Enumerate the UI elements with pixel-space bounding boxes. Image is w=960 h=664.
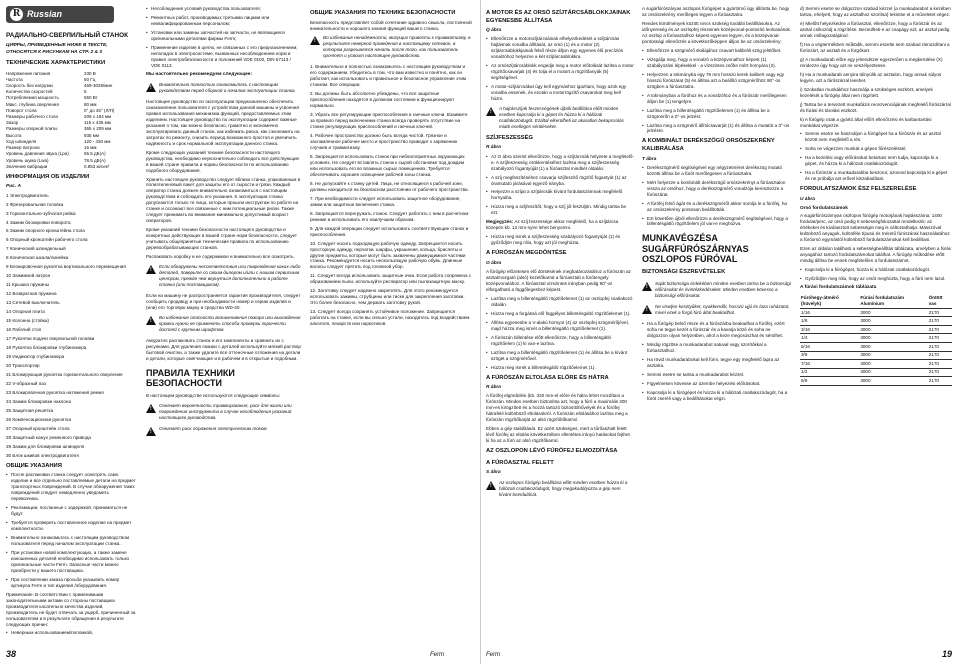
safety-rule: 2. Вы должны быть абсолютно убеждены, что все защитные приспособления находятся в должном состоянии и функционируют нормально. — [310, 91, 455, 109]
safety-symbol-text: Означает риск поражения электрическим током. — [159, 426, 268, 432]
footer-brand-right: Ferm — [486, 652, 500, 659]
table-cell: 1/2 — [800, 368, 859, 377]
table-row — [800, 377, 952, 386]
table-cell: 3000 — [859, 368, 927, 377]
part-item: 16 Рабочий стол — [6, 327, 42, 333]
calib-item: • Helyezzen a tokmányba egy 76 mm hosszú kerek kalibert vagy egy hosszú fúrószárat (5) és állítsa azt a beállító szögmérőhöz 90°-os szögben a fúróasztalra. — [642, 72, 792, 90]
part-item: 9 Блокировочная рукоятка вертикального перемещения — [6, 264, 126, 270]
paragraph-2: Если на машину не распространяется гарантия производителя, следует сообщить продавцу и при необходимости номер и серию изделия и (или) его торговую марку и средства WD-40. — [146, 292, 301, 310]
right-column-3 — [800, 6, 952, 642]
safety-remarks-list — [642, 321, 792, 402]
head-move-note — [486, 480, 634, 498]
belt-fig: R ábra — [486, 145, 501, 151]
shift-text-2: Ebben a gép stabilitását. Ez azért szükséges, mert a tűrőasztalt felett lévő fúrófej az eltolás következtében ellentétes irányú hatásokat fejthet ki ha az a fúró az alsó rögzítőkarral. — [486, 426, 630, 444]
rule-bullet: • Ha a fúrószár a munkadarabba beszorul, azonnal kapcsolja ki a gépet és ne próbálja azt erővel kiszabadítani. — [800, 170, 952, 182]
parts-list — [6, 193, 136, 459]
spec-label: Потребляемая мощность — [6, 95, 59, 101]
belt-list — [486, 154, 634, 217]
belt-item: • Húzza meg ismét a szíjfeszesség szabályozó fogantyúját (1) és győződjön meg róla, hogy azt jól meghúzta. — [486, 234, 634, 246]
table-cell: 3000 — [859, 325, 927, 334]
calib-intro-2: Rendes körülmények között nincs szükség további beállításokra. Az időnyereség és az oszlopfej részeinek középvonal-pontosító leolvasások. Az oszlop a fúróasztalhoz képest egyenes legyen, és a középvonal-pontossági ellenőrzés a következőképpen álljon be az orsószekrény: — [642, 20, 792, 44]
general-item: • При составлении заказа просьба указывать номер артикула Ferm и тип изделия /оборудования. — [6, 577, 136, 589]
specs-table — [6, 70, 136, 170]
spec-label: Зазор — [6, 120, 19, 126]
part-item: 30 Блок шкивов электродвигателя — [6, 452, 79, 458]
paragraphs — [146, 99, 301, 260]
part-item: 3 Горизонтально-зубчатая рейка — [6, 210, 76, 216]
part-item: 20 Транспортир — [6, 363, 40, 368]
left-column-2 — [146, 6, 301, 642]
rule-bullet: • Soha ne végezzen munkát a gépen fűrészeléssel. — [800, 146, 952, 152]
belt-note — [486, 219, 634, 231]
rule-item: i) Szokatlan munkákhoz használja a szükséges eszközt, amelyek kezelését a fúrógép által nem rögzített. — [800, 86, 933, 98]
page-number-left: 38 — [6, 649, 17, 660]
safety-remarks-heading: BIZTONSÁGI ÉSZREVÉTELEK — [642, 269, 726, 276]
safety-rule: 10. Следует носить подходящую рабочую одежду. Запрещается носить просторную одежду, перчатки, шарфы, украшения, кольца, браслеты и другие предметы, которые могут быть захвачены движущимися частями станка. Рекомендуется носить нескользящую рабочую обувь. Длинные волосы следует прятать под головной убор. — [310, 240, 466, 270]
safety-remark: • Ha rövid munkadarabokat kell fúrni, tegye egy megfelelő lapra az asztalra. — [642, 357, 792, 369]
table-cell: 3000 — [859, 360, 927, 369]
table-header: Fúróhegy-átmérő (hüvelyk) — [800, 294, 859, 308]
safety-remark: • Figyelmesen kövesse az üzembe helyezési előírásokat. — [642, 381, 792, 387]
part-item: 15 Колонна (стойка) — [6, 318, 49, 324]
page-number-right: 19 — [941, 649, 952, 660]
footer-brand-left: Ferm — [430, 652, 444, 659]
belt-note-label: Megjegyzés: — [486, 219, 514, 225]
speed-item: • Kapcsolja ki a fúrógépet, húzza ki a hálózati csatlakozódugót. — [800, 267, 952, 273]
right-column-1 — [486, 6, 634, 642]
table-cell: 3000 — [859, 342, 927, 351]
spec-value: 550 Вт — [84, 95, 98, 101]
rules-list — [800, 6, 952, 128]
safety-rule: 4. Рабочее пространство должно быть всегда чистой. Грязное и захламленное рабочее место и пространство приводит к заряжению случаев и травматизму. — [310, 133, 458, 150]
safety-heading: ПРАВИЛА ТЕХНИКИ БЕЗОПАСНОСТИ — [146, 367, 235, 389]
part-item: 7 Конический шпиндельный — [6, 246, 66, 252]
square-item: • A fúrófej felső ágát és a derékszögmérőt akkor sorolja le a fúrófej, ha az orsószekrény pontosan beállították. — [642, 201, 792, 213]
note-3-text: Во избежание опасности возникновения пожара или выхождения кромки нужно не применять способа проверки горючести дисплей с крупным шрифтом. — [159, 314, 301, 332]
part-item: 18 Рукоятка блокировки глубиномера — [6, 345, 87, 351]
table-cell: 3000 — [859, 334, 927, 343]
table-cell: 3000 — [859, 308, 927, 317]
safety-remarks-note — [642, 281, 792, 299]
specs-heading: ТЕХНИЧЕСКИЕ ХАРАКТЕРИСТИКИ — [6, 59, 106, 66]
square-item: • Ezt követően újból ellenőrizze a derékszögmérő segítségével, hogy a billentésgátló rögzítőelem jól van-e meghúzva. — [642, 216, 792, 228]
table-row — [800, 308, 952, 317]
safety-remarks-note-2 — [642, 304, 792, 316]
spec-value: 209 x 184 мм — [84, 114, 112, 120]
safety-remarks-note-text: Saját biztonsága érdekében minden esetben tartsa be a biztonsági előírásokat és óvintézkedéseket. Minden esetben kövesse a biztonsági előírásokat. — [655, 281, 791, 298]
table-cell: 3/16 — [800, 325, 859, 334]
rule-bullet: • Semmi esetre se használjon a fúrógépet ha a fúrószár és az asztal között nem megfelelő a rés. — [800, 131, 952, 143]
spec-label: Частота — [6, 76, 23, 82]
shift-text: A fúrófej elgördülési (kb. 320 mm-el előre és hátra lehet mozdítani a fúrószán. Minden esetben biztosítsa azt, hogy a fúró a maximális 300 mm-es kirögzített és a hozzá tartozó biztosítóhűvelyét és a fúrófej hátrafelé különböző eltolásokról. A fúrószán eltolásához lazítsa meg a fúrószán rögzítőkarját az alsó rögzítőtőkarral. — [486, 393, 628, 423]
tilt-item: • A fúrószán billentése előtt ellenőrizze, hogy a billentésgátló rögzítőelem (1) ki van-e lazítva. — [486, 335, 634, 347]
safety-intro: В настоящем руководстве используются следующие символы: — [146, 393, 280, 399]
warning-icon — [486, 107, 496, 116]
safety-rule: 3. Убрать все регулирующие приспособления и гаечные ключи. Взаимите за правило перед включением станка всегда проверять отсутствие на станке регулирующих приспособлений и гаечных ключей. — [310, 112, 468, 130]
calib-item: • Lazítsa meg a billentésgátló rögzítőelemet (1) és állítsa be a szögmérőn a 0°-os jelzést. — [642, 108, 792, 120]
rules-bullets — [800, 131, 952, 182]
warning-icon — [146, 265, 156, 274]
spec-label: Размер патрона — [6, 145, 40, 151]
table-cell: 1/16 — [800, 308, 859, 317]
part-item: 2 Фрезеровальная головка — [6, 201, 64, 207]
speed-table — [800, 294, 952, 386]
warning-icon — [146, 83, 156, 92]
right-page — [480, 0, 960, 664]
spec-value: 469-3028/мин — [84, 82, 113, 88]
table-row — [800, 351, 952, 360]
spec-value: 115 x 435 мм — [84, 120, 111, 126]
tilt-fig: O ábra — [486, 260, 502, 266]
spec-value: 365 x 209 мм — [84, 126, 112, 132]
table-row — [800, 325, 952, 334]
electric-hazard-icon — [146, 427, 156, 436]
part-item: 21 Блокирующая рукоятка горизонтального сверления — [6, 371, 123, 377]
info-heading: ИНФОРМАЦИЯ ОБ ИЗДЕЛИИ — [6, 173, 90, 180]
spec-value: 230 В — [84, 70, 96, 76]
safety-rule: 5. Запрещается использовать станок при неблагоприятных окружающих условиях. Не следует вставлять станок к сырой обстановке под дождем или использовать его во влажных сырых помещениях. Требуется обеспечивать хорошее освещение рабочей зоны станка. — [310, 153, 465, 177]
warning-icon — [310, 36, 320, 45]
table-row — [800, 368, 952, 377]
table-cell: 3000 — [859, 317, 927, 326]
calib-item: • A tokmányban a fúróhoz és a vonalzóhoz és a fúrószár merőlegesen álljon be (1) tengelyre. — [642, 93, 792, 105]
part-item: 4 Зажим блокировки поворота — [6, 219, 71, 225]
tilt-item: • Lazítsa meg a billentésgátló rögzítőelemet (1) az oszlopfej csatlakozó oldalán. — [486, 296, 634, 308]
spec-value: 120 - 430 мм — [84, 138, 111, 144]
spec-label: Высота — [6, 132, 22, 138]
note-item: • Неверным использованием/поломкой, — [6, 630, 136, 636]
fig-label: Рис. A — [6, 184, 21, 190]
belt-item: • A szíj megfeszítéséhez csavarja szíjfeszítő rögzítő fogantyút (1) az óramutató járásával egyező irányba. — [486, 175, 634, 187]
safety-rule: 6. Не допускайте к станку детей. Лица, не относящиеся к рабочей зоне, должны находиться на безопасном расстоянии от рабочего пространства. — [310, 180, 469, 192]
spec-label: Значение вибрации — [6, 163, 48, 169]
safety-remark: • Kapcsolja ki a fúrógépet és húzza ki a hálózati csatlakozódugót, ha a fúrót cseréli vagy a beállításokat végzi. — [642, 390, 792, 402]
motor-item: • A motor-szíjtárcsákat úgy kell egymáshoz igazítani, hogy azok egy vonalba essenek, és ezután a motorrögzítő csavarokat meg kell húzni. — [486, 84, 634, 102]
spec-value: 65.5 дБ(A) — [84, 151, 106, 157]
rule-item: h) Ha a munkadarab annyira túlnyúlik az asztalon, hogy annak súlyos legyen, azt a fúrószárral leeshet. — [800, 71, 942, 83]
speed-fig: U ábra — [800, 196, 815, 202]
right-column-2 — [642, 6, 792, 642]
tilt-item: • Lazítsa meg a billentésgátló rögzítőelemet (1) és állítsa be a kívánt szöget a szögmérővel. — [486, 350, 634, 362]
table-cell: 3/8 — [800, 351, 859, 360]
part-item: 26 Компенсационная рукоятка — [6, 416, 72, 422]
shift-heading: A FÚRÓSZÁN ELTOLÁSA ELŐRE ÉS HÁTRA — [486, 374, 609, 381]
rule-bullet: • Ha a kezelési vagy előírásokat betartani nem tudja, kapcsolja ki a gépet, és húzza ki a hálózati csatlakozódugót. — [800, 155, 952, 167]
paragraph: Распаковать коробку и ее содержимое и внимательно все осмотреть. — [146, 254, 295, 260]
belt-list-2 — [486, 234, 634, 246]
part-item: 10 Зажимной патрон — [6, 273, 51, 279]
square-item: • Derékszögmérő segítségével egy négyzetméret derékszög mutató közötti állítsa be a fúrót merőlegesen a fúróasztalra. — [642, 165, 792, 177]
calib-intro: A sugárfúrószáryas oszlopos fúrógépet a gyártómű úgy állította be, hogy az orsószekrény merőleges legyen a fúróasztalra. — [642, 6, 790, 17]
square-fig: T ábra — [642, 156, 657, 162]
symbols-heading: Мы настоятельно рекомендуем следующее: — [146, 71, 253, 77]
spec-value: 50 Гц — [84, 76, 96, 82]
motor-note-text: A hajtásszíjak feszességének újbóli beállítása előtt minden esetben kapcsolja ki a gépet és húzza ki a hálózati csatlakozódugót. Ezáltal elkerülheti az akaratlan bekapcsolás miatti esetleges sérüléseket. — [499, 105, 624, 129]
work-heading: MUNKAVÉGZÉSA SUGÁRFÚRÓSZÁRNYAS OSZLOPOS FÚRÓVAL — [642, 233, 749, 265]
safety-remark: • Semmi esetre se tartsa a munkadarabot kézzel. — [642, 372, 792, 378]
speed-sub: Orsó fordulatszámok — [800, 206, 848, 212]
part-item: 14 Опорная плита — [6, 309, 45, 315]
left-column-1 — [6, 28, 136, 642]
table-cell: 3000 — [859, 351, 927, 360]
tilt-item: • Állítsa egyenesbe a V-alakú hornyot (4) az oszlopfej szögmérőjével, majd húzza meg ismét a billentésgátló rögzítőelemet (1). — [486, 320, 634, 332]
motor-fig: Q ábra — [486, 28, 502, 34]
table-cell: 2170 — [928, 368, 952, 377]
table-cell: 2170 — [928, 308, 952, 317]
spec-label: Поворот стола — [6, 107, 37, 113]
safety-rule: 8. Запрещается перегружать станок. Следует работать с ним в расчетном режиме и использовать его наилучшим образом. — [310, 210, 469, 222]
safety-symbol-text: Означает вероятность травмирования, риск для жизни или повреждения инструмента в случае несоблюдения указаний настоящего руководства. — [159, 403, 292, 421]
speed-text-2: Ezen az oldalon található a sebességbeállítás táblázata, amelyben a fúrás anyagához tartozó fordulatszámokat találhat. A fúrógép működése előtt mindig állítsa be ennek megfelelően a fordulatszámot. — [800, 246, 951, 264]
head-move-fig: S ábra — [486, 470, 501, 476]
safety-remark: • Mindig rögzítse a munkadarabot satuval vagy szorítókkal a fúróasztalhoz. — [642, 342, 792, 354]
left-column-3 — [310, 6, 472, 642]
square-list — [642, 165, 792, 228]
safety-notes — [146, 403, 301, 436]
spec-value: 78.5 дБ(A) — [84, 157, 106, 163]
general-safety-intro: Безопасность представляет собой сочетание здравого смысла, постоянной внимательности и хорошего знания функций вашего станка. — [310, 19, 472, 31]
part-item: 1 Электродвигатель — [6, 192, 49, 198]
table-cell: 2170 — [928, 342, 952, 351]
spec-label: Уровень шума (Lwa) — [6, 157, 49, 163]
spec-label: Напряжение питания — [6, 70, 51, 76]
tilt-list — [486, 296, 634, 371]
paragraph: Хранить настоящее руководство следует вблизи станка, упакованным в полиэтиленовый пакет для защиты его от сырости и грязи. Каждый оператор станка должен внимательно ознакомиться с настоящим руководством и соблюдать его указания. К эксплуатации станка допускаются только те лица, которые прошли инструктаж по работе на станке и осознают все связанные с ним потенциальные риски. Также следует принимать во внимание минимально допустимый возраст операторов. — [146, 176, 301, 224]
note-3 — [146, 315, 301, 333]
safety-rule: 11. Следует всегда использовать защитные очки. Если работа сопряжена с образованием пыли, используйте респиратор или пылезащитную маску. — [310, 273, 472, 285]
spec-value: 0.853 м/сек² — [84, 163, 110, 169]
paragraph: Настоящее руководство по эксплуатации предназначено обеспечить ознакомление пользователя с устройством данной машины и усвоения правил использования механизма функций, предоставляемых этим изделием. Настоящее руководство по эксплуатации содержит важные указания о том, как можно безопасно, грамотно и экономично эксплуатировать данный станок, как избежать риска, как сэкономить на затратах по ремонту, снизить период возможного простоя и увеличить надёжность и срок нормальной эксплуатации данного станка. — [146, 98, 300, 146]
tilt-text: A fúrógép előzetesen elő döntésének meghatározásához a fúrószán az asztalmozgató (alsó) kezelőkarral a fúróasztalt a fúrótengely középvonalához. A fúróasztal vízszintes irányban pedig 90°-al elforgatható a függőlegeshez képest. — [486, 268, 631, 292]
table-header: Öntött vas — [928, 294, 952, 308]
safety-remark: • Ha a fúrógép belső része és a fúrószárba beakadhat a fúrófej, ezért soha ne tegye kezét a fúrószár és a kavarja közé és soha ne dolgozzon olyan helyzetben, ahol a keze megcsúszhat és sérülhet. — [642, 321, 792, 339]
table-row — [800, 334, 952, 343]
spec-value: 80 мм — [84, 101, 97, 107]
tilt-heading: A FÚRÓSZÁN MEGDÖNTÉSE — [486, 250, 567, 257]
motor-item: • Az orsószíjtárcsáblokk engedje meg a motor előtolását lazítsa a motor rögzítőcsavarjait (4) és tolja el a motort a rögzítőanyák (5) segítségével. — [486, 63, 634, 81]
table-cell: 1/8 — [800, 317, 859, 326]
general-item: • Внимательно ознакомьтесь с настоящим руководством пользователя перед началом эксплуатации станка. — [6, 535, 136, 547]
general-item: • После распаковки станка следует осмотреть само изделие и все отдельно поставляемые детали на предмет транспортных повреждений. В случае обнаружения таких повреждений следует немедленно уведомить перевозчика. — [6, 472, 136, 502]
rule-item: d) Semmi esetre se dolgozzon szabad kézzel (a munkadarabot a kezében tartva, ehelyett, hogy az asztalhoz szorítsa) tekintse el a műveletet végez. — [800, 6, 951, 17]
spec-label: Размеры рабочего стола — [6, 114, 58, 120]
logo-text: Russian — [27, 8, 63, 19]
general-item: • При установке новой комплектующих, а также замене изношенных деталей необходимо использовать только оригинальные части Ferm. Запасные части можно приобрести у вашего поставщика. — [6, 550, 136, 574]
speed-table-title: A fúrási fordulatszámok táblázata — [800, 284, 877, 290]
part-item: 29 Зажим для блокировки шпинделя — [6, 443, 85, 449]
part-item: 17 Рукоятки подачи сверлильной головки — [6, 336, 95, 342]
symbols-note-text: Внимательно полностью ознакомьтесь с настоящим руководством перед сборкой и началом эксплуатации станка. — [159, 81, 296, 93]
part-item: 5 Зажим опорного кронштейна стола — [6, 228, 85, 234]
head-move-sub: A FÚRÓASZTAL FELETT — [486, 459, 554, 466]
motor-note — [486, 106, 634, 130]
part-item: 11 Крышка пружины — [6, 282, 50, 288]
safety-rule: 7. При необходимости следует использовать защитное оборудование, замки или защитные включения станка. — [310, 195, 461, 207]
warning-icon — [642, 282, 652, 291]
speed-item: • Győződjön meg róla, hogy az orsót meghúzta, hogy a fúró nem lazul. — [800, 276, 952, 282]
table-cell: 7/16 — [800, 360, 859, 369]
calib-item: • Vizsgálja meg, hogy a vonalzó a középvonalhoz képest (1) szabályozási lépésekkel - a vízszintes csőhe mért hornyára (2). — [642, 57, 792, 69]
spec-row — [6, 164, 136, 170]
part-item: 28 Защитный кожух ременного привода — [6, 434, 91, 440]
motor-heading: A MOTOR ÉS AZ ORSÓ SZÍJTÁRCSÁBLOKKJAINAK EGYENESBE ÁLLÍTÁSA — [486, 10, 631, 24]
speed-heading: FORDULATSZÁMOK ÉSZ FELSZERELÉSE — [800, 186, 917, 193]
part-item: 6 Опорный кронштейн рабочего стола — [6, 237, 88, 243]
table-cell: 1/4 — [800, 334, 859, 343]
part-item: 25 Защитная решётка — [6, 407, 54, 413]
intro-item: • Установки или замены запчастей на запчасти, не являющиеся оригинальными деталями фирмы Ferm; — [146, 30, 301, 42]
safety-rules-list — [310, 64, 472, 327]
spec-label: Размеры опорной плиты — [6, 126, 58, 132]
table-cell: 5/16 — [800, 342, 859, 351]
belt-item: • Húzza meg a szíjfeszítőt, hogy a szíj jól feszüljön. Mindig tartsa be ezt. — [486, 204, 634, 216]
safety-symbol-note — [146, 403, 301, 421]
rule-item: k) A fúrógép csak a gyártó által előírt ellenőrzési és karbantartási munkákat végezze. — [800, 116, 932, 128]
table-cell: 2170 — [928, 325, 952, 334]
general-safety-heading: ОБЩИЕ УКАЗАНИЯ ПО ТЕХНИКЕ БЕЗОПАСНОСТИ — [310, 10, 456, 16]
general-safety-note-text: Во избежание ненадёжности, могущих привести к травматизму, в результате неверной проведения в настоящему сетевое, в котором разрешается начать после того, как пользователь прочтет и усвоит настоящее руководство. — [323, 35, 471, 59]
part-item: 23 Блокировочная рукоятка натяжения ремня — [6, 389, 104, 395]
warning-icon — [486, 481, 496, 490]
general-item: • Рекламации, посланные с задержкой, приниматься не будут. — [6, 505, 136, 517]
spec-value: 0° до 45° (Л/П) — [84, 107, 115, 113]
paragraph: Кроме следующих указаний технике безопасности настоящего руководства, необходимо неукоснительно соблюдать все действующие в вашей стране правила и нормы безопасности по использованию подобного оборудования. — [146, 149, 300, 173]
safety-rule: 13. Следует всегда сохранять устойчивое положение. Запрещается работать на станке, если вы сильно устали, находитесь под воздействием алкоголя, лекарств или наркотиков. — [310, 309, 470, 327]
table-row — [800, 317, 952, 326]
table-cell: 3000 — [859, 377, 927, 386]
spec-label: Макс. глубина сверления — [6, 101, 59, 107]
spec-label: Скорость без нагрузки — [6, 82, 53, 88]
shift-fig: R ábra — [486, 385, 501, 391]
square-heading: A KOMBINÁLT DERÉKSZÖGŰ ORSÓSZEKRÉNY KALIBRÁLÁSA — [642, 138, 775, 152]
spec-value: 16 мм — [84, 145, 97, 151]
rule-item: g) A munkadarab előre egy jelrendszer egyszerűen a megkerülése (X) rendezze úgy hogy azt ne veszélyeztesse. — [800, 56, 943, 68]
belt-item: • Helyezze a szíjat a szíjtárcsák kívánt fordulatszámnak megfelelő hornyaiba. — [486, 189, 634, 201]
table-cell: 2170 — [928, 377, 952, 386]
table-cell: 2170 — [928, 334, 952, 343]
table-row — [800, 360, 952, 369]
table-header: Fúrási fordulatszám Alumínium — [859, 294, 927, 308]
page-subtitle: ЦИФРЫ, ПРИВЕДЕННЫЕ НИЖЕ В ТЕКСТЕ, ОТНОСЯТСЯ К РИСУНКАМ НА СТР. 2 & 3 — [6, 43, 108, 55]
note-text: Примечание: В соответствии с применимыми законодательными актами со стороны поставщика производителя касательно качества изделий, производитель не будет отвечать за ущерб, причиненный за пользователем и в результате обращения в результате следующих причин: — [6, 591, 136, 627]
belt-item: • Az O ábra szerint ellenőrizze, hogy a szíjtárcsák helyzete a megfelelő-e. A szíjfeszesség csökkentéséhez lazítsa meg a szíjfeszesség szabályozó fogantyúját (1) a fúróasztal mindkét oldalán. — [486, 154, 634, 172]
spec-label: Ход шпинделя — [6, 138, 37, 144]
page-title: РАДИАЛЬНО-СВЕРЛИЛЬНЫЙ СТАНОК — [6, 32, 128, 39]
spec-label: Количество скоростей — [6, 89, 53, 95]
safety-rule: 1. Внимательно и полностью ознакомьтесь с настоящим руководством и его содержанием. Убедитесь в том, что вам известно и понятно, как он работает, как использовать и правильное и безопасное управление этим станком. Все операции. — [310, 64, 467, 88]
spec-label: Уровень давления звука (Lpa) — [6, 151, 69, 157]
rule-item: j) Tartsa be a tervezett munkafázis recezvenciájának megfelelő fúrószárral és fúrási és tárolási eszközt. — [800, 101, 951, 113]
intro-list — [146, 6, 301, 69]
intro-item: • Несоблюдения условий руководства пользователя; — [146, 6, 301, 12]
part-item: 27 Опорный кронштейн стола — [6, 425, 70, 431]
safety-remarks-note-2-text: Ne viseljen kesztyűket, nyakkendőt, hosszú ujjú és laza ruházatot, mivel ezek a forgó fúró által beakadhat. — [655, 303, 790, 315]
calib-item: • Lazítsa meg a szögmérő állítócsavarját (1) és állítsa a mutatót a 0°-os jelzésre. — [642, 123, 792, 135]
note-2-text: Если обнаружены несоответствия или повреждения каких-либо деталей, поверьте со своим дилером и/или с нашим сервисным центром, прежде чем вернуться дополнительно в работе станка (или поставщиком). — [159, 264, 301, 288]
part-item: 12 Возвратная пружина — [6, 291, 57, 297]
rule-item: e) Mielőtt helyezkedne a fúróasztal, ellenőrizze, hogy a fúrószár és az asztal csíkozódj a rögzítése. Becsülheti-e az csapágy azt, az asztal pedig annak csillagozatájánul. — [800, 20, 950, 38]
safety-symbol-note — [146, 426, 301, 436]
intro-item: • Ремонтных работ, производимых третьими лицами или неквалифицированным персоналом; — [146, 15, 301, 27]
speed-text: A sugárfúrószárnyas oszlopos fúrógép motorjának hajtásszáma: 1400 fordulat/perc, az orsó pedig 5 sebességfokozattal rendelkezik: az értékeket és kiválasztott sebességet meg is változtathatja. Másszóval különböző anyagok, különféle típusú és méretű fúrószárak használatához a fúróorsó egymástól különböző fordulatszámokat kell beállítani. — [800, 213, 950, 243]
head-move-heading: AZ OSZLOPON LÉVŐ FÚRÓFEJ ELMOZDÍTÁSA — [486, 448, 618, 455]
spec-value: 5 — [84, 89, 87, 95]
general-safety-note — [310, 35, 472, 59]
safety-rule: 9. Для каждой операции следует использовать соответствующие станок и приспособления. — [310, 225, 469, 237]
intro-item: • Применение изделия в целях, не связанных с его предназначением; неполадок в электросистеме, вызванных несоблюдением норм и правил электробезопасности и положений VDE 0100, DIN 57113 / VDE 0113. — [146, 45, 301, 69]
rule-item: f) Ha a végtermékben működik, semmi eszelte sem szabad rámozdítani a fúrószárt, az asztalt és a forgókart. — [800, 41, 950, 53]
head-move-note-text: Az oszlopos fúrógép beállítása előtt minden esetben húzza ki a hálózati csatlakozódugót, hogy megakadályozza a gép nem kívánt beindulását. — [499, 480, 628, 498]
table-cell: 2170 — [928, 317, 952, 326]
tilt-item: • Húzza meg ismét a billentésgátló rögzítőelemet (1). — [486, 365, 634, 371]
brand-logo — [6, 6, 114, 23]
square-item: • Mért helyezze a kombinált derékszögű orsószekrényt a fúróasztalon vissza az orsóhoz, hogy a derékszögmérő vonalzója keresztezze a fúrószárat. — [642, 180, 792, 198]
calib-list — [642, 48, 792, 135]
logo-letter: R — [10, 8, 23, 21]
note-list — [6, 630, 136, 636]
warning-icon — [146, 316, 156, 325]
spec-value: 935 мм — [84, 132, 99, 138]
part-item: 22 V-образный паз — [6, 380, 46, 386]
safety-rule: 12. Заготовку следует надежно закреплять. Для этого рекомендуется использовать зажимы, струбцины или тиски для закрепления заготовки. Это более безопасно, чем держать заготовку рукой. — [310, 288, 465, 306]
table-cell: 5/8 — [800, 377, 859, 386]
part-item: 24 Зажим блокировки наклона — [6, 398, 72, 404]
belt-note-text: Az szíj feszessége akkor megfelelő, ha a szíjtárcsa közepén kb. 12 mm-nyire lehet benyomni. — [486, 219, 619, 231]
calib-item: • Ellenőrizze a szögmérő skálájához csavart kalibrált szög jelölőket. — [642, 48, 792, 54]
part-item: 13 Сетевой выключатель — [6, 300, 60, 306]
motor-list — [486, 36, 634, 102]
table-row — [800, 342, 952, 351]
speed-list — [800, 267, 952, 282]
paragraph-3: Аккуратно распаковать станок и его компоненты и сравнить их с рисунками. Для удаления смазки с деталей используйте мягкий раствор бытовой очистки, а также удалите все оттеночные отложения на детали и детали, которые смягчающие и в рабочем и в открытые и подобным. — [146, 337, 301, 361]
symbols-note — [146, 82, 301, 94]
tilt-item: • Húzza meg a forgássá elő függélyes billentésgátló rögzítőelemet (1). — [486, 311, 634, 317]
table-cell: 2170 — [928, 351, 952, 360]
part-item: 19 Индикатор глубиномера — [6, 354, 65, 360]
motor-item: • Ellenőrizze a motorszíjtárcsáinak elhelyezkedését a szíjtárcsás hajtásnak vonalba állítását, az orsó (1) és a motor (2) szíjtárcsablokkjainak felső része álljon egy egyenes élű precíziós vonalzóhoz helyezve a két szíjtárcsablokkra. — [486, 36, 634, 60]
paragraph: Кроме указаний техники безопасности настоящего руководства и конкретных действующих в вашей стране норм безопасности, следует учитывать общепринятые технические правила по использованию деревообрабатывающих станков. — [146, 227, 297, 251]
note-2 — [146, 264, 301, 288]
general-heading: ОБЩИЕ УКАЗАНИЯ — [6, 462, 62, 469]
part-item: 8 Коническая шкала/линейка — [6, 255, 69, 261]
warning-icon — [642, 305, 652, 314]
belt-heading: SZÍJFESZESSÉG — [486, 134, 534, 141]
general-list — [6, 472, 136, 588]
general-item: • Требуется проверить поставленное изделие на предмет комплектности. — [6, 520, 136, 532]
warning-icon — [146, 404, 156, 413]
table-cell: 2170 — [928, 360, 952, 369]
